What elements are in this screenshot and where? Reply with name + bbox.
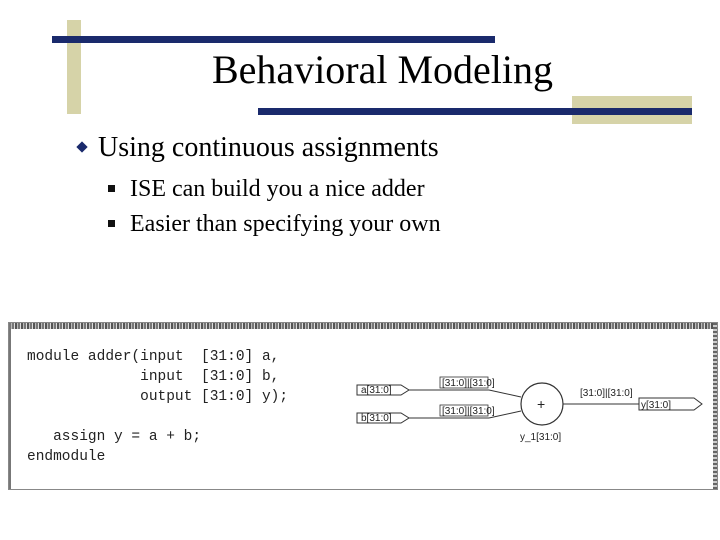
output-port-y <box>639 398 702 411</box>
bus-out-label: [31:0]|[31:0] <box>580 388 633 399</box>
scan-edge-right <box>713 323 717 489</box>
code-line: assign y = a + b; <box>27 429 202 445</box>
bullet-continuous-assignments <box>78 130 439 166</box>
input-port-b <box>357 413 409 424</box>
input-a-label: a[31:0] <box>361 385 392 396</box>
input-b-label: b[31:0] <box>361 413 392 424</box>
diamond-bullet-icon <box>76 141 87 152</box>
code-line: input [31:0] b, <box>27 369 280 385</box>
page-title: Behavioral Modeling <box>212 47 554 92</box>
square-bullet-icon <box>108 185 115 192</box>
code-line: module adder(input [31:0] a, <box>27 349 280 365</box>
adder-operator: + <box>537 396 546 412</box>
code-line: endmodule <box>27 449 106 465</box>
wire-a-in <box>489 390 521 397</box>
sub-bullet-easier <box>108 209 441 239</box>
bullet-text: Using continuous assignments <box>98 132 439 163</box>
scan-edge-left <box>9 323 11 489</box>
sub-bullet-ise <box>108 174 425 204</box>
input-port-a <box>357 385 409 396</box>
instance-label: y_1[31:0] <box>520 432 562 443</box>
scan-edge-top <box>9 323 717 329</box>
decor-block-left <box>67 20 81 114</box>
sub-bullet-text: ISE can build you a nice adder <box>130 176 425 202</box>
sub-bullet-text: Easier than specifying your own <box>130 211 441 237</box>
bus-a-label: [31:0]|[31:0] <box>442 378 495 389</box>
code-line: output [31:0] y); <box>27 389 289 405</box>
decor-bar-bottom <box>258 108 692 115</box>
output-y-label: y[31:0] <box>641 400 672 411</box>
bus-b-label: [31:0]|[31:0] <box>442 406 495 417</box>
adder-figure <box>8 322 718 490</box>
square-bullet-icon <box>108 220 115 227</box>
verilog-code <box>27 347 288 467</box>
adder-schematic <box>354 363 710 463</box>
decor-bar-top <box>52 36 495 43</box>
